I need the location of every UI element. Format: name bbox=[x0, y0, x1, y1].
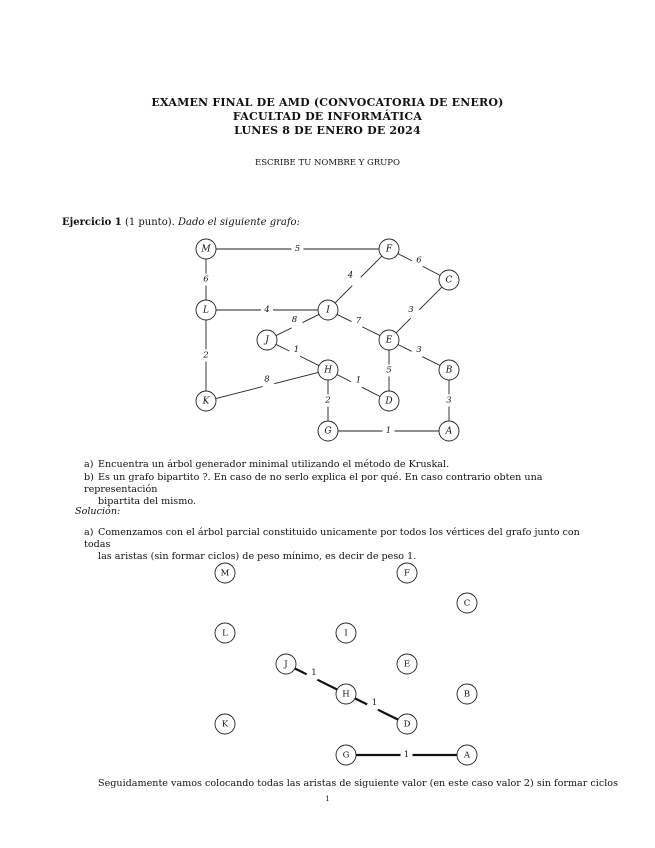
graph1-edge-i-j bbox=[302, 314, 319, 322]
graph2-node-label-k: K bbox=[221, 719, 229, 730]
graph1-edge-f-i-b bbox=[335, 286, 352, 303]
graph1-node-label-m: M bbox=[201, 244, 211, 255]
header-date: LUNES 8 DE ENERO DE 2024 bbox=[234, 124, 421, 137]
graph2-node-label-b: B bbox=[463, 689, 471, 700]
solution-title: Solución: bbox=[75, 506, 121, 517]
graph2-edge-j-h-b bbox=[317, 680, 337, 690]
graph1-weight-f-c: 6 bbox=[416, 255, 422, 266]
graph1-node-label-b: B bbox=[445, 365, 453, 376]
graph1-edge-i-j-b bbox=[276, 328, 292, 336]
solution-a-text-2: las aristas (sin formar ciclos) de peso mínimo, es decir de peso 1. bbox=[98, 551, 417, 562]
graph2-node-label-g: G bbox=[342, 750, 350, 761]
graph1-edge-c-e bbox=[419, 287, 442, 310]
graph2-node-label-d: D bbox=[403, 719, 411, 730]
graph1-node-label-k: K bbox=[202, 396, 210, 407]
graph2-node-label-e: E bbox=[403, 659, 411, 670]
page-number: 1 bbox=[325, 795, 330, 803]
graph2-weight-g-a: 1 bbox=[403, 750, 410, 760]
question-a-label: a) bbox=[84, 459, 94, 470]
graph1-edge-k-h-b bbox=[274, 372, 318, 383]
graph1-node-label-d: D bbox=[385, 396, 393, 407]
graph1-weight-f-i: 4 bbox=[347, 270, 354, 281]
exercise-intro: Dado el siguiente grafo: bbox=[177, 217, 300, 228]
solution-a-label: a) bbox=[84, 527, 94, 538]
graph2-node-label-f: F bbox=[404, 568, 410, 579]
graph2-node-label-i: I bbox=[344, 628, 348, 639]
graph1-weight-b-a: 3 bbox=[446, 395, 452, 406]
graph1-node-label-c: C bbox=[445, 275, 453, 286]
graph1-node-label-j: J bbox=[265, 335, 269, 346]
graph2-node-label-l: L bbox=[222, 628, 228, 639]
graph1-node-label-e: E bbox=[385, 335, 393, 346]
graph2-node-label-j: J bbox=[284, 659, 288, 670]
graph1-weight-l-i: 4 bbox=[264, 305, 270, 315]
graph1-weight-e-d: 5 bbox=[386, 365, 392, 376]
question-b-text-1: Es un grafo bipartito ?. En caso de no serlo explica el por qué. En caso contrario obten una representación bbox=[84, 472, 543, 495]
exercise-points: (1 punto). bbox=[124, 217, 175, 228]
graph1-weight-h-g: 2 bbox=[325, 395, 331, 406]
graph2-edge-h-d-b bbox=[378, 710, 398, 720]
graph1-edge-h-d bbox=[337, 375, 351, 382]
graph1-weight-j-h: 1 bbox=[293, 345, 300, 355]
graph1-weight-g-a: 1 bbox=[385, 426, 392, 436]
graph1-edge-k-h bbox=[216, 387, 263, 399]
graph1-weight-k-h: 8 bbox=[264, 374, 270, 385]
name-instruction: ESCRIBE TU NOMBRE Y GRUPO bbox=[255, 158, 400, 168]
graph1-edge-f-i bbox=[361, 256, 382, 277]
continuation-text: Seguidamente vamos colocando todas las aristas de siguiente valor (en este caso valor 2) sin formar ciclos bbox=[98, 778, 618, 789]
graph1-edge-i-e bbox=[337, 314, 352, 321]
graph1-weight-i-j: 8 bbox=[291, 315, 298, 325]
graph1-node-label-i: I bbox=[326, 305, 330, 316]
solution-a-text-1: Comenzamos con el árbol parcial constituido unicamente por todos los vértices del grafo junto con todas bbox=[84, 527, 580, 550]
graph1-node-label-f: F bbox=[385, 244, 393, 255]
exercise-number: Ejercicio 1 bbox=[62, 217, 122, 228]
graph1-weight-c-e: 3 bbox=[408, 305, 414, 315]
graph1-edge-f-c bbox=[398, 254, 412, 261]
graph1-node-label-h: H bbox=[324, 365, 332, 376]
graph1-weight-m-f: 5 bbox=[294, 244, 301, 254]
question-a bbox=[84, 459, 449, 471]
header-faculty: FACULTAD DE INFORMÁTICA bbox=[232, 110, 423, 123]
graph1-edge-f-c-b bbox=[423, 266, 440, 275]
graph2-edge-j-h bbox=[295, 668, 307, 674]
graph1-weight-i-e: 7 bbox=[355, 316, 362, 326]
question-b-label: b) bbox=[84, 472, 94, 483]
question-b bbox=[84, 472, 604, 508]
graph1-edge-j-h bbox=[276, 344, 289, 351]
graph2-weight-j-h: 1 bbox=[311, 668, 317, 678]
graph1-edge-i-e-b bbox=[362, 327, 380, 336]
question-b-text-2: bipartita del mismo. bbox=[98, 496, 196, 507]
graph2-weight-h-d: 1 bbox=[371, 698, 378, 708]
graph1-weight-e-b: 3 bbox=[416, 345, 422, 355]
graph2-edge-h-d bbox=[355, 698, 367, 704]
solution-a bbox=[84, 527, 604, 563]
graph1-edge-h-d-b bbox=[362, 387, 380, 396]
graph1-edge-e-b-b bbox=[422, 357, 440, 366]
graph1-edge-j-h-b bbox=[300, 356, 319, 365]
graph2-node-label-c: C bbox=[463, 598, 471, 609]
graph1-edge-e-b bbox=[398, 344, 412, 351]
graph1-edge-c-e-b bbox=[396, 318, 411, 333]
graph2-node-label-h: H bbox=[342, 689, 350, 700]
graph1-node-label-g: G bbox=[324, 426, 332, 437]
graph2-node-label-a: A bbox=[463, 750, 471, 761]
graph1-weight-l-k: 2 bbox=[203, 350, 209, 361]
graph1-weight-h-d: 1 bbox=[355, 375, 362, 386]
question-a-text: Encuentra un árbol generador minimal utilizando el método de Kruskal. bbox=[98, 459, 450, 470]
graph1-weight-m-l: 6 bbox=[203, 274, 209, 285]
graph2-node-label-m: M bbox=[220, 568, 230, 579]
graph1-node-label-l: L bbox=[203, 305, 209, 316]
header-title: EXAMEN FINAL DE AMD (CONVOCATORIA DE ENERO) bbox=[151, 96, 504, 109]
graph1-node-label-a: A bbox=[445, 426, 453, 437]
